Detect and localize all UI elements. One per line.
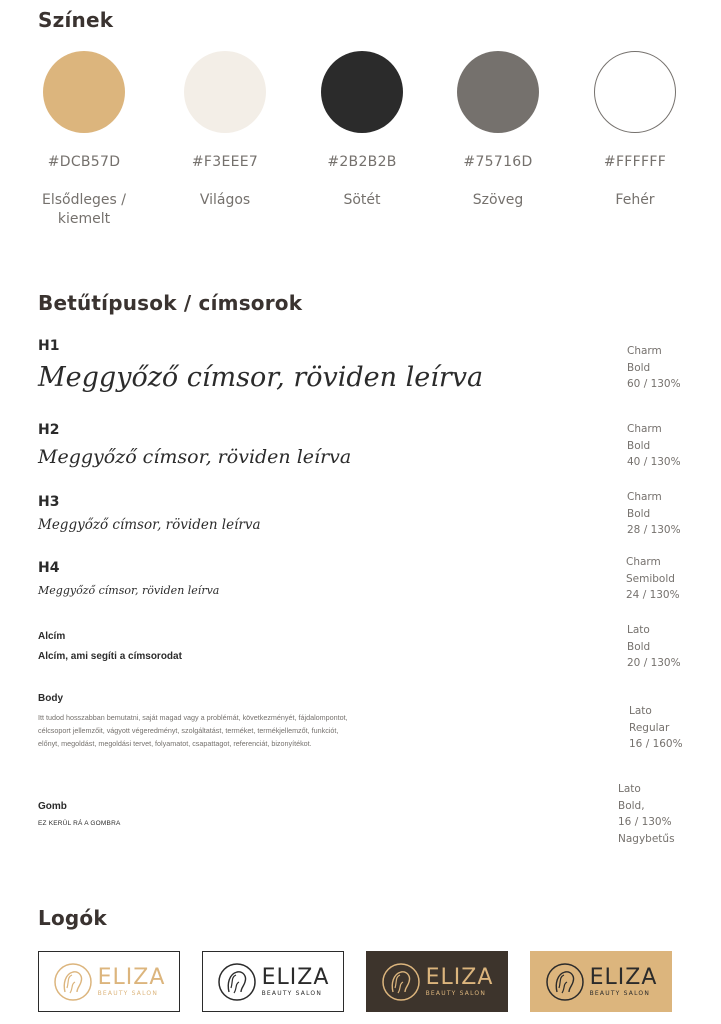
h1-label: H1: [38, 338, 60, 354]
color-name: Fehér: [615, 192, 655, 208]
body-sample: Itt tudod hosszabban bemutatni, saját magad vagy a problémát, következményét, fájdalompontot, célcsoport jellemzőit, vágyott végeredményt, szolgáltatást, terméket, termékjellemzőt, funkciót, előnyt, megoldást, megoldási tervet, folyamatot, csapattagot, referenciát, bizonyítékot.: [38, 713, 348, 748]
spec-weight: Bold: [627, 439, 651, 452]
color-swatch-light: [157, 51, 293, 210]
spec-case: Nagybetűs: [618, 832, 675, 845]
logo-subtitle: BEAUTY SALON: [425, 989, 487, 997]
logo-wordmark: [98, 966, 166, 998]
h3-sample: Meggyőző címsor, röviden leírva: [38, 517, 261, 533]
logo-wordmark: [262, 966, 330, 998]
spec-font: Lato: [618, 783, 641, 795]
color-hex: #F3EEE7: [191, 154, 259, 170]
spec-font: Charm: [626, 556, 661, 568]
spec-size: 24 / 130%: [626, 589, 680, 601]
color-swatch-text: [430, 51, 566, 210]
body-label: Body: [38, 693, 63, 704]
button-sample: EZ KERÜL RÁ A GOMBRA: [38, 820, 121, 827]
spec-size: 20 / 130%: [627, 657, 681, 669]
h2-sample: Meggyőző címsor, röviden leírva: [38, 446, 352, 468]
h4-sample: Meggyőző címsor, röviden leírva: [38, 584, 220, 597]
body-spec: [629, 703, 683, 753]
logo-name: ELIZA: [261, 964, 330, 990]
subtitle-spec: [627, 622, 681, 672]
logo-variant-gold-on-dark: [366, 951, 508, 1012]
spec-font: Lato: [629, 705, 652, 717]
h1-sample: Meggyőző címsor, röviden leírva: [38, 362, 484, 393]
spec-font: Lato: [627, 624, 650, 636]
spec-font: Charm: [627, 491, 662, 503]
spec-weight: Semibold: [626, 572, 675, 585]
color-name: Szöveg: [472, 192, 524, 208]
h3-spec: [627, 489, 681, 539]
logo-subtitle: BEAUTY SALON: [589, 989, 651, 997]
h1-spec: [627, 343, 681, 393]
spec-weight: Bold,: [618, 799, 645, 812]
spec-size: 16 / 160%: [629, 738, 683, 750]
logo-name: ELIZA: [425, 964, 494, 990]
color-swatch-dark: [294, 51, 430, 210]
button-label: Gomb: [38, 801, 67, 812]
logo-wordmark: [590, 966, 658, 998]
color-circle: [457, 51, 539, 133]
color-hex: #DCB57D: [47, 154, 121, 170]
spec-weight: Regular: [629, 721, 670, 734]
color-swatch-white: [567, 51, 703, 210]
typography-section-title: Betűtípusok / címsorok: [38, 291, 303, 315]
color-name: [16, 191, 152, 229]
spec-size: 40 / 130%: [627, 456, 681, 468]
logo-name: ELIZA: [589, 964, 658, 990]
woman-face-logo-icon: [545, 962, 585, 1002]
logo-variant-dark-on-white: [202, 951, 344, 1012]
logo-subtitle: BEAUTY SALON: [261, 989, 323, 997]
h4-spec: [626, 554, 680, 604]
woman-face-logo-icon: [381, 962, 421, 1002]
spec-weight: Bold: [627, 640, 651, 653]
logo-variant-gold-on-white: [38, 951, 180, 1012]
logo-wordmark: [426, 966, 494, 998]
colors-section-title: Színek: [38, 8, 114, 32]
h2-label: H2: [38, 422, 60, 438]
logo-name: ELIZA: [97, 964, 166, 990]
spec-weight: Bold: [627, 507, 651, 520]
logos-section-title: Logók: [38, 906, 107, 930]
color-hex: #75716D: [463, 154, 533, 170]
color-hex: #FFFFFF: [603, 154, 667, 170]
woman-face-logo-icon: [217, 962, 257, 1002]
color-name-text: Elsődleges / kiemelt: [42, 192, 126, 227]
button-spec: [618, 781, 675, 847]
subtitle-label: Alcím: [38, 631, 66, 642]
subtitle-sample: Alcím, ami segíti a címsorodat: [38, 651, 182, 662]
color-circle: [594, 51, 676, 133]
spec-weight: Bold: [627, 361, 651, 374]
logo-subtitle: BEAUTY SALON: [97, 989, 159, 997]
woman-face-logo-icon: [53, 962, 93, 1002]
h4-label: H4: [38, 560, 60, 576]
logo-variant-dark-on-gold: [530, 951, 672, 1012]
color-hex: #2B2B2B: [327, 154, 397, 170]
h3-label: H3: [38, 494, 60, 510]
spec-size: 28 / 130%: [627, 524, 681, 536]
spec-font: Charm: [627, 423, 662, 435]
spec-size: 60 / 130%: [627, 378, 681, 390]
color-circle: [43, 51, 125, 133]
spec-font: Charm: [627, 345, 662, 357]
spec-size: 16 / 130%: [618, 816, 672, 828]
color-name: Sötét: [343, 192, 381, 208]
color-name: Világos: [199, 192, 251, 208]
color-circle: [321, 51, 403, 133]
color-circle: [184, 51, 266, 133]
color-swatch-primary: [16, 51, 152, 229]
h2-spec: [627, 421, 681, 471]
